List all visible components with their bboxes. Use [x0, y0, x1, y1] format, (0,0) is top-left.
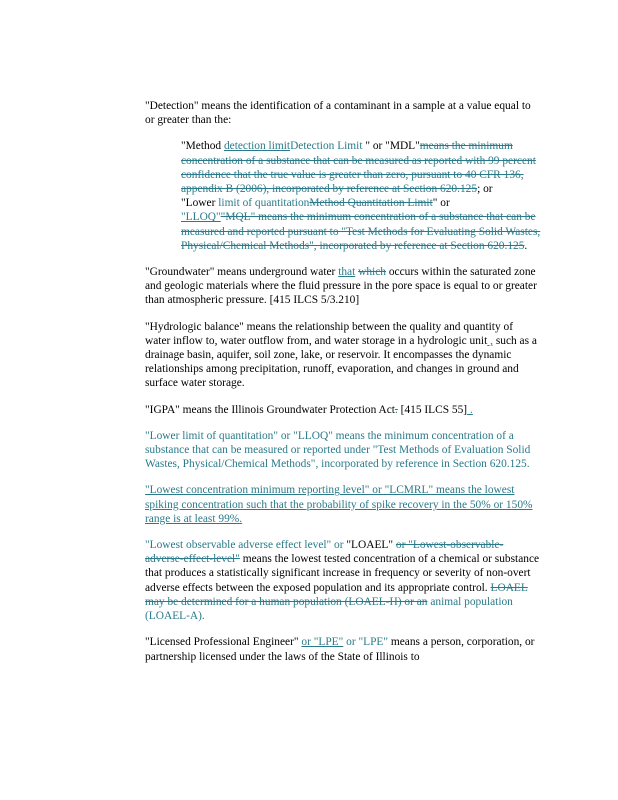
inserted-text: or "LPE" [301, 636, 344, 649]
lloq-end: . [524, 239, 528, 252]
replaced-text: Detection Limit [290, 140, 363, 153]
mdl-item [181, 139, 541, 196]
lcmrl-text: "Lowest concentration minimum reporting level" or "LCMRL" means the lowest spiking concentration such that the probability of spike recovery in the 50% or 150% range is at least 99%. [145, 484, 533, 525]
deleted-text: "MQL" means the minimum concentration of a substance that can be measured and reported pursuant to "Test Methods for Evaluating Solid Wastes, Physical/Chemical Methods", incorporated by reference at Section 620.125 [181, 211, 541, 252]
deleted-text: or "Lowest-observable-adverse-effect-level" [145, 539, 504, 566]
inserted-text: , [487, 334, 493, 347]
detection-text: "Detection" means the identification of a contaminant in a sample at a value equal to or greater than the: [145, 100, 531, 127]
groundwater-text: "Groundwater" means underground water [145, 266, 339, 279]
hydrologic-text: "Hydrologic balance" means the relationship between the quality and quantity of water inflow to, water outflow from, and water storage in a hydrologic unit [145, 320, 513, 347]
inserted-text: detection limit [223, 140, 291, 153]
deleted-text: means the minimum concentration of a substance that can be measured as reported with 99 percent confidence that the true value is greater than zero, pursuant to 40 CFR 136, appendix B (2006), incorporated by reference at Section 620.125 [181, 140, 536, 196]
loael-text: "LOAEL" [346, 539, 396, 552]
deleted-text: LOAEL may be determined for a human population (LOAEL-H) or an [145, 581, 528, 608]
lloq-item-2 [181, 210, 541, 253]
inserted-text: or "LPE" [343, 636, 391, 649]
mdl-text: " or "MDL" [362, 140, 420, 153]
lloq-new-definition [145, 429, 540, 472]
deleted-text: which [358, 266, 386, 279]
lloq-new-text: "Lower limit of quantitation" or "LLOQ" means the minimum concentration of a substance that can be measured or reported under "Test Methods of Evaluation Solid Wastes, Physical/Chemical Methods", incorporated by reference in Section 620.125. [145, 429, 531, 471]
lcmrl-definition [145, 483, 540, 526]
groundwater-definition [145, 265, 540, 308]
inserted-text: limit of quantitation [218, 197, 310, 210]
igpa-text: "IGPA" means the Illinois Groundwater Protection Act [145, 403, 395, 416]
groundwater-text: occurs within the saturated zone and geologic materials where the fluid pressure in the pore space is equal to or greater than atmospheric pressure. [415 ILCS 5/3.210] [145, 266, 537, 307]
deleted-text: Method Quantitation Limit [309, 197, 433, 210]
inserted-text: "Lowest observable adverse effect level" or [145, 539, 347, 552]
igpa-definition [145, 403, 540, 417]
lloq-text: "Lower [181, 197, 219, 210]
lpe-definition [145, 635, 540, 663]
lloq-text: " or [432, 197, 450, 210]
igpa-text: [415 ILCS 55] [397, 403, 468, 416]
document-page [145, 99, 540, 676]
hydrologic-definition [145, 320, 540, 391]
inserted-text: "LLOQ" [181, 211, 221, 224]
lpe-text: "Licensed Professional Engineer" [145, 636, 302, 649]
inserted-text: animal population (LOAEL-A). [145, 595, 513, 623]
detection-definition [145, 99, 540, 127]
lloq-item [181, 196, 541, 210]
inserted-text: that [338, 266, 356, 279]
lpe-text: means a person, corporation, or partnership licensed under the laws of the State of Illinois to [145, 636, 535, 663]
inserted-text: . [467, 403, 473, 416]
mdl-end: ; or [477, 183, 493, 196]
loael-text: means the lowest tested concentration of a chemical or substance that produces a statistically significant increase in frequency or severity of non-overt adverse effects between the exposed population and its appropriate control. [145, 553, 540, 594]
loael-definition [145, 538, 540, 623]
deleted-text: . [394, 403, 398, 416]
hydrologic-text: such as a drainage basin, aquifer, soil zone, lake, or reservoir. It encompasses the dynamic relationships among precipitation, runoff, evaporation, and changes in ground and surface water storage. [145, 334, 537, 390]
mdl-text: "Method [181, 140, 224, 153]
